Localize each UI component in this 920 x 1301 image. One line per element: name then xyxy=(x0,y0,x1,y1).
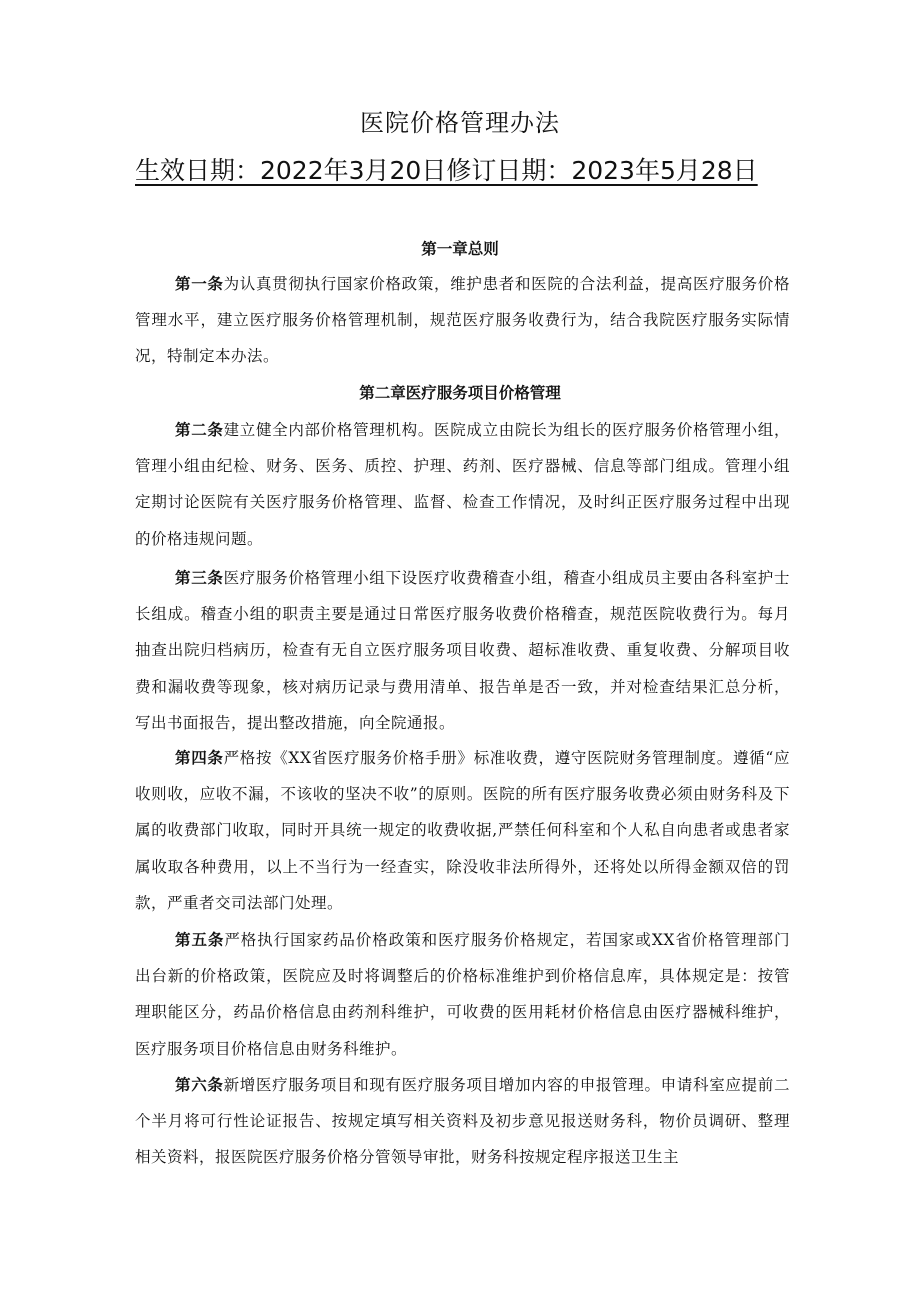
effective-revision-dates: 生效日期：2022年3月20日修订日期：2023年5月28日 xyxy=(135,156,758,185)
article-label: 第五条 xyxy=(175,931,225,949)
article-label: 第三条 xyxy=(175,569,224,587)
chapter-heading: 第二章医疗服务项目价格管理 xyxy=(359,384,561,402)
article-paragraph xyxy=(135,1067,790,1176)
article-paragraph xyxy=(135,560,790,741)
article-label: 第二条 xyxy=(175,421,224,439)
article-paragraph xyxy=(135,412,790,557)
article-text: 严格按《XX省医疗服务价格手册》标准收费，遵守医院财务管理制度。遵循“应收则收，应收不漏，不该收的坚决不收”的原则。医院的所有医疗服务收费必须由财务科及下属的收费部门收取，同时开具统一规定的收费收据,严禁任何科室和个人私自向患者或患者家属收取各种费用，以上不当行为一经查实，除没收非法所得外，还将处以所得金额双倍的罚款，严重者交司法部门处理。 xyxy=(135,749,790,912)
article-paragraph xyxy=(135,922,790,1067)
article-text: 为认真贯彻执行国家价格政策，维护患者和医院的合法利益，提高医疗服务价格管理水平，建立医疗服务价格管理机制，规范医疗服务收费行为，结合我院医疗服务实际情况，特制定本办法。 xyxy=(135,275,790,366)
chapter-heading: 第一章总则 xyxy=(421,240,499,258)
article-text: 严格执行国家药品价格政策和医疗服务价格规定，若国家或XX省价格管理部门出台新的价格政策，医院应及时将调整后的价格标准维护到价格信息库，具体规定是：按管理职能区分，药品价格信息由药剂科维护，可收费的医用耗材价格信息由医疗器械科维护，医疗服务项目价格信息由财务科维护。 xyxy=(135,931,790,1058)
document-title: 医院价格管理办法 xyxy=(360,109,560,137)
article-text: 新增医疗服务项目和现有医疗服务项目增加内容的申报管理。申请科室应提前二个半月将可行性论证报告、按规定填写相关资料及初步意见报送财务科，物价员调研、整理相关资料，报医院医疗服务价格分管领导审批，财务科按规定程序报送卫生主 xyxy=(135,1076,790,1167)
article-text: 建立健全内部价格管理机构。医院成立由院长为组长的医疗服务价格管理小组，管理小组由纪检、财务、医务、质控、护理、药剂、医疗器械、信息等部门组成。管理小组定期讨论医院有关医疗服务价格管理、监督、检查工作情况，及时纠正医疗服务过程中出现的价格违规问题。 xyxy=(135,421,790,548)
article-label: 第四条 xyxy=(175,749,224,767)
article-label: 第六条 xyxy=(175,1076,224,1094)
article-text: 医疗服务价格管理小组下设医疗收费稽查小组，稽查小组成员主要由各科室护士长组成。稽查小组的职责主要是通过日常医疗服务收费价格稽查，规范医院收费行为。每月抽查出院归档病历，检查有无自立医疗服务项目收费、超标准收费、重复收费、分解项目收费和漏收费等现象，核对病历记录与费用清单、报告单是否一致，并对检查结果汇总分析，写出书面报告，提出整改措施，向全院通报。 xyxy=(135,569,790,732)
article-paragraph xyxy=(135,266,790,375)
article-label: 第一条 xyxy=(175,275,224,293)
article-paragraph xyxy=(135,740,790,921)
